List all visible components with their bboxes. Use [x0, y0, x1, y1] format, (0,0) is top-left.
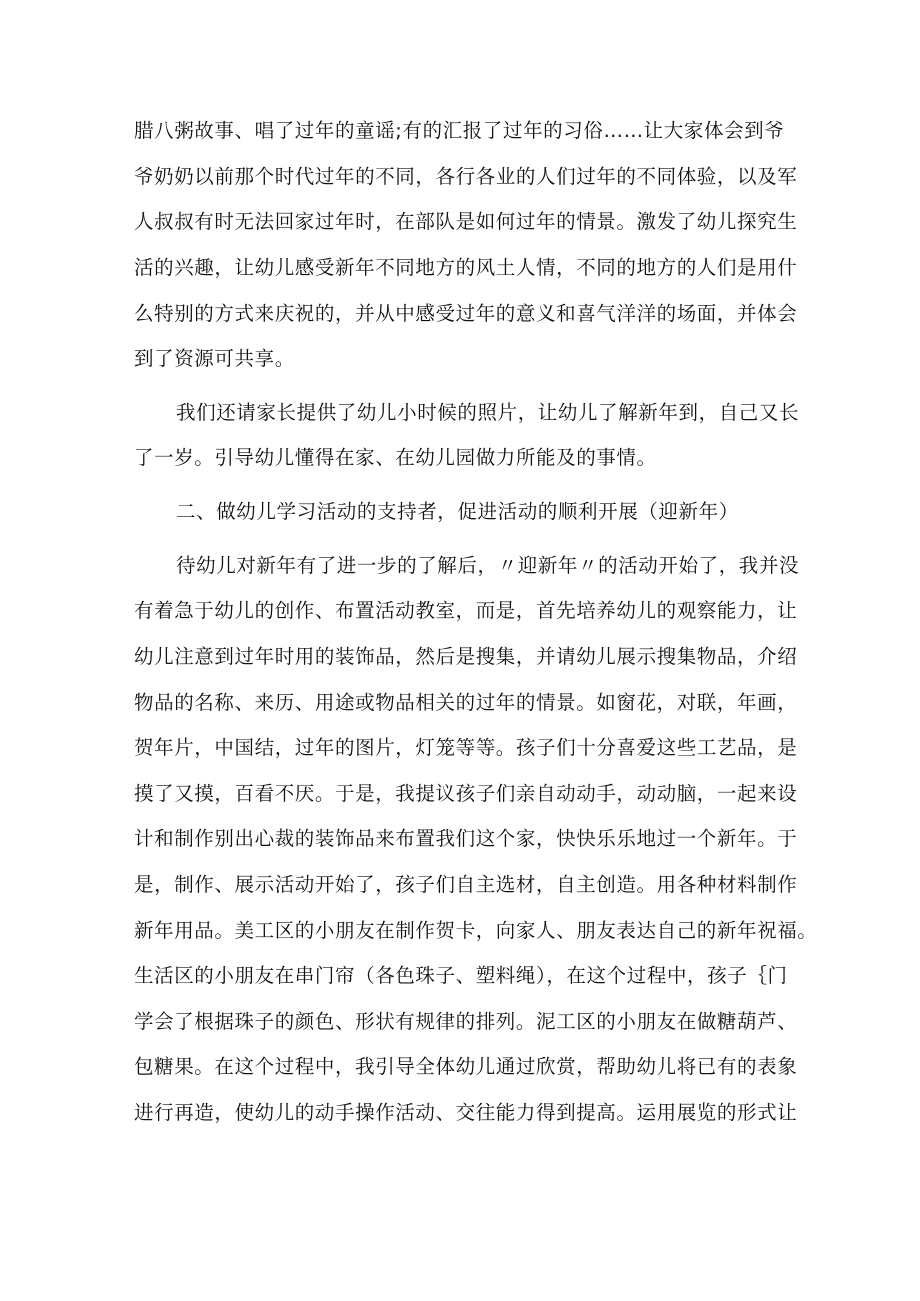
text-line: 爷奶奶以前那个时代过年的不同，各行各业的人们过年的不同体验，以及军 [134, 165, 798, 188]
text-line: 人叔叔有时无法回家过年时，在部队是如何过年的情景。激发了幼儿探究生 [134, 210, 798, 233]
text-line: 进行再造，使幼儿的动手操作活动、交往能力得到提高。运用展览的形式让 [134, 1101, 798, 1124]
text-line: 包糖果。在这个过程中，我引导全体幼儿通过欣赏，帮助幼儿将已有的表象 [134, 1055, 798, 1078]
text-line: 腊八粥故事、唱了过年的童谣;有的汇报了过年的习俗……让大家体会到爷 [134, 119, 785, 142]
paragraph-first-line: 待幼儿对新年有了进一步的了解后，〃迎新年〃的活动开始了，我并没 [176, 554, 800, 577]
text-line: 新年用品。美工区的小朋友在制作贺卡，向家人、朋友表达自己的新年祝福。 [134, 919, 818, 942]
text-line: 到了资源可共享。 [134, 347, 295, 370]
text-line: 摸了又摸，百看不厌。于是，我提议孩子们亲自动动手，动动脑，一起来设 [134, 782, 798, 805]
paragraph-first-line: 我们还请家长提供了幼儿小时候的照片，让幼儿了解新年到，自己又长 [176, 401, 800, 424]
text-line: 是，制作、展示活动开始了，孩子们自主选材，自主创造。用各种材料制作 [134, 873, 798, 896]
text-line: 幼儿注意到过年时用的装饰品，然后是搜集，并请幼儿展示搜集物品，介绍 [134, 645, 798, 668]
text-line: 学会了根据珠子的颜色、形状有规律的排列。泥工区的小朋友在做糖葫芦、 [134, 1010, 798, 1033]
text-line: 贺年片，中国结，过年的图片，灯笼等等。孩子们十分喜爱这些工艺品，是 [134, 736, 798, 759]
text-line: 了一岁。引导幼儿懂得在家、在幼儿园做力所能及的事情。 [134, 446, 657, 469]
section-heading: 二、做幼儿学习活动的支持者，促进活动的顺利开展（迎新年） [176, 500, 739, 523]
text-line: 有着急于幼儿的创作、布置活动教室，而是，首先培养幼儿的观察能力，让 [134, 599, 798, 622]
text-line: 活的兴趣，让幼儿感受新年不同地方的风土人情，不同的地方的人们是用什 [134, 256, 798, 279]
text-line: 计和制作别出心裁的装饰品来布置我们这个家，快快乐乐地过一个新年。于 [134, 827, 798, 850]
text-line: 生活区的小朋友在串门帘（各色珠子、塑料绳），在这个过程中，孩子｛门 [134, 964, 788, 987]
text-line: 么特别的方式来庆祝的，并从中感受过年的意义和喜气洋洋的场面，并体会 [134, 302, 798, 325]
text-line: 物品的名称、来历、用途或物品相关的过年的情景。如窗花，对联，年画， [134, 691, 798, 714]
